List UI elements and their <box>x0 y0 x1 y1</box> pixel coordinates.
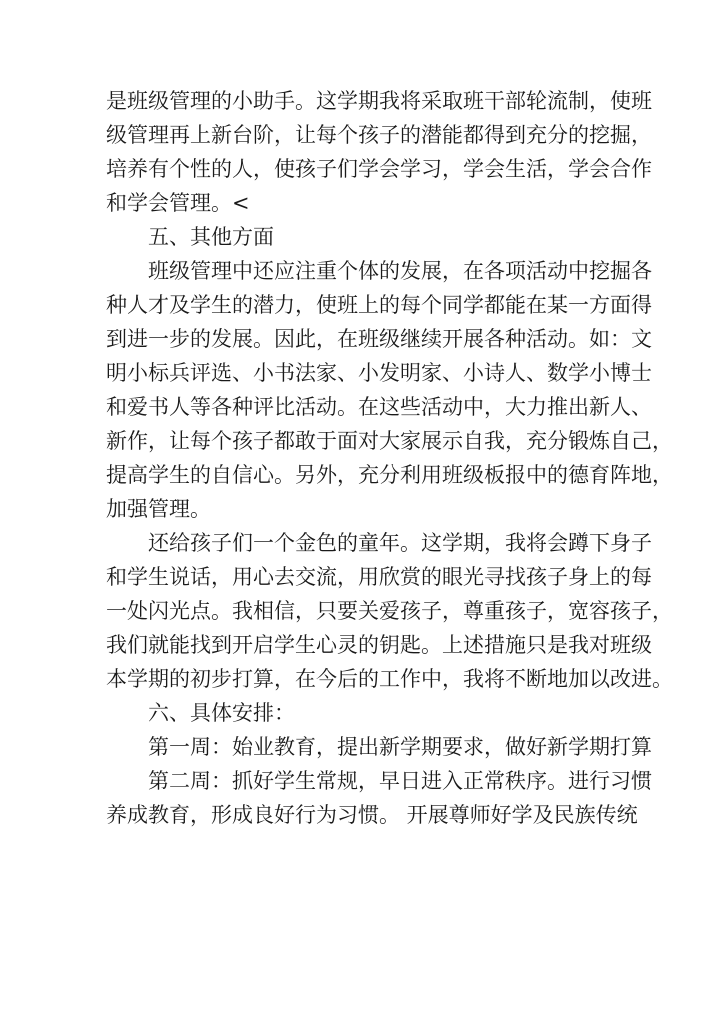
paragraph-line: 级管理再上新台阶，让每个孩子的潜能都得到充分的挖掘， <box>106 123 652 147</box>
document-body <box>106 84 673 832</box>
section-heading: 六、具体安排： <box>148 701 295 725</box>
paragraph-line: 到进一步的发展。因此，在班级继续开展各种活动。如：文 <box>106 327 652 351</box>
paragraph-line: 和学生说话，用心去交流，用欣赏的眼光寻找孩子身上的每 <box>106 565 652 589</box>
paragraph-line: 新作，让每个孩子都敢于面对大家展示自我，充分锻炼自己， <box>106 429 673 453</box>
paragraph-line: 班级管理中还应注重个体的发展，在各项活动中挖掘各 <box>148 259 652 283</box>
paragraph-line: 一处闪光点。我相信，只要关爱孩子，尊重孩子，宽容孩子， <box>106 599 673 623</box>
section-heading: 五、其他方面 <box>148 225 274 249</box>
paragraph-line: 和爱书人等各种评比活动。在这些活动中，大力推出新人、 <box>106 395 652 419</box>
schedule-line: 第一周：始业教育，提出新学期要求，做好新学期打算 <box>148 735 652 759</box>
schedule-line: 第二周：抓好学生常规，早日进入正常秩序。进行习惯 <box>148 769 652 793</box>
paragraph-line: 提高学生的自信心。另外，充分利用班级板报中的德育阵地， <box>106 463 673 487</box>
paragraph-line: 种人才及学生的潜力，使班上的每个同学都能在某一方面得 <box>106 293 652 317</box>
paragraph-line: 我们就能找到开启学生心灵的钥匙。上述措施只是我对班级 <box>106 633 652 657</box>
paragraph-line: 培养有个性的人，使孩子们学会学习，学会生活，学会合作 <box>106 157 652 181</box>
paragraph-line: 和学会管理。< <box>106 191 250 215</box>
paragraph-line: 明小标兵评选、小书法家、小发明家、小诗人、数学小博士 <box>106 361 652 385</box>
paragraph-line: 加强管理。 <box>106 497 211 521</box>
paragraph-line: 是班级管理的小助手。这学期我将采取班干部轮流制，使班 <box>106 89 652 113</box>
paragraph-line: 本学期的初步打算，在今后的工作中，我将不断地加以改进。 <box>106 667 673 691</box>
paragraph-line: 还给孩子们一个金色的童年。这学期，我将会蹲下身子 <box>148 531 652 555</box>
schedule-line: 养成教育，形成良好行为习惯。 开展尊师好学及民族传统 <box>106 803 638 827</box>
